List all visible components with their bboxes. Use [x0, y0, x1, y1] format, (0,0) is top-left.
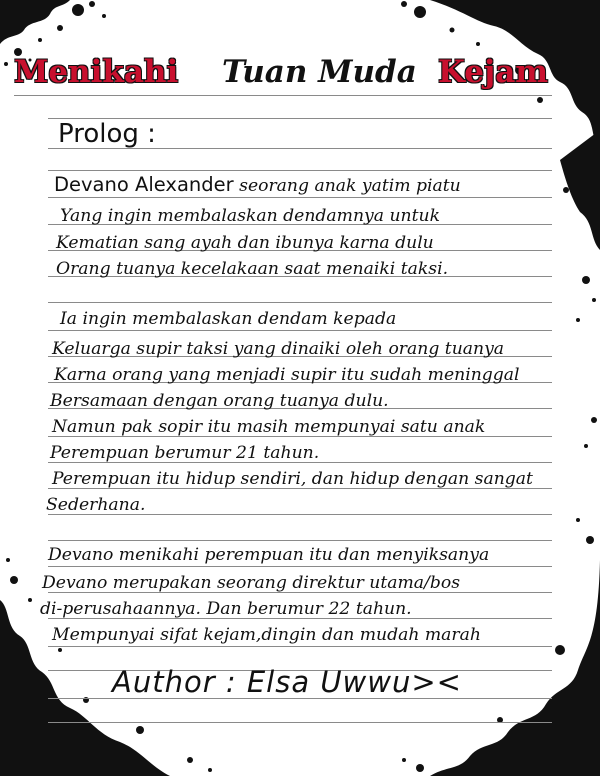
text-line-14: Devano merupakan seorang direktur utama/bos: [42, 573, 461, 593]
title-word-tuan-muda: Tuan Muda: [222, 54, 417, 90]
text-line-8: Bersamaan dengan orang tuanya dulu.: [50, 391, 389, 411]
page-title: [14, 52, 574, 92]
text-line-2: Yang ingin membalaskan dendamnya untuk: [60, 206, 440, 226]
text-line-5: Ia ingin membalaskan dendam kepada: [60, 309, 397, 329]
text-line-10: Perempuan berumur 21 tahun.: [50, 443, 320, 463]
author-credit: Author : Elsa Uwwu><: [112, 665, 462, 699]
prolog-heading: Prolog :: [58, 119, 156, 149]
title-word-kejam: Kejam: [438, 54, 549, 90]
text-line-1-rest: seorang anak yatim piatu: [233, 176, 461, 196]
text-line-12: Sederhana.: [46, 495, 146, 515]
text-line-4: Orang tuanya kecelakaan saat menaiki taksi.: [56, 259, 449, 279]
text-line-9: Namun pak sopir itu masih mempunyai satu anak: [52, 417, 486, 437]
character-name: Devano Alexander: [54, 173, 234, 196]
text-line-1: [54, 174, 461, 197]
text-line-15: di-perusahaannya. Dan berumur 22 tahun.: [40, 599, 412, 619]
text-line-6: Keluarga supir taksi yang dinaiki oleh orang tuanya: [52, 339, 505, 359]
text-line-11: Perempuan itu hidup sendiri, dan hidup dengan sangat: [52, 469, 533, 489]
text-line-13: Devano menikahi perempuan itu dan menyiksanya: [48, 545, 490, 565]
text-line-16: Mempunyai sifat kejam,dingin dan mudah marah: [52, 625, 481, 645]
title-word-menikahi: Menikahi: [14, 54, 179, 90]
text-line-3: Kematian sang ayah dan ibunya karna dulu: [56, 233, 434, 253]
text-line-7: Karna orang yang menjadi supir itu sudah meninggal: [54, 365, 520, 385]
